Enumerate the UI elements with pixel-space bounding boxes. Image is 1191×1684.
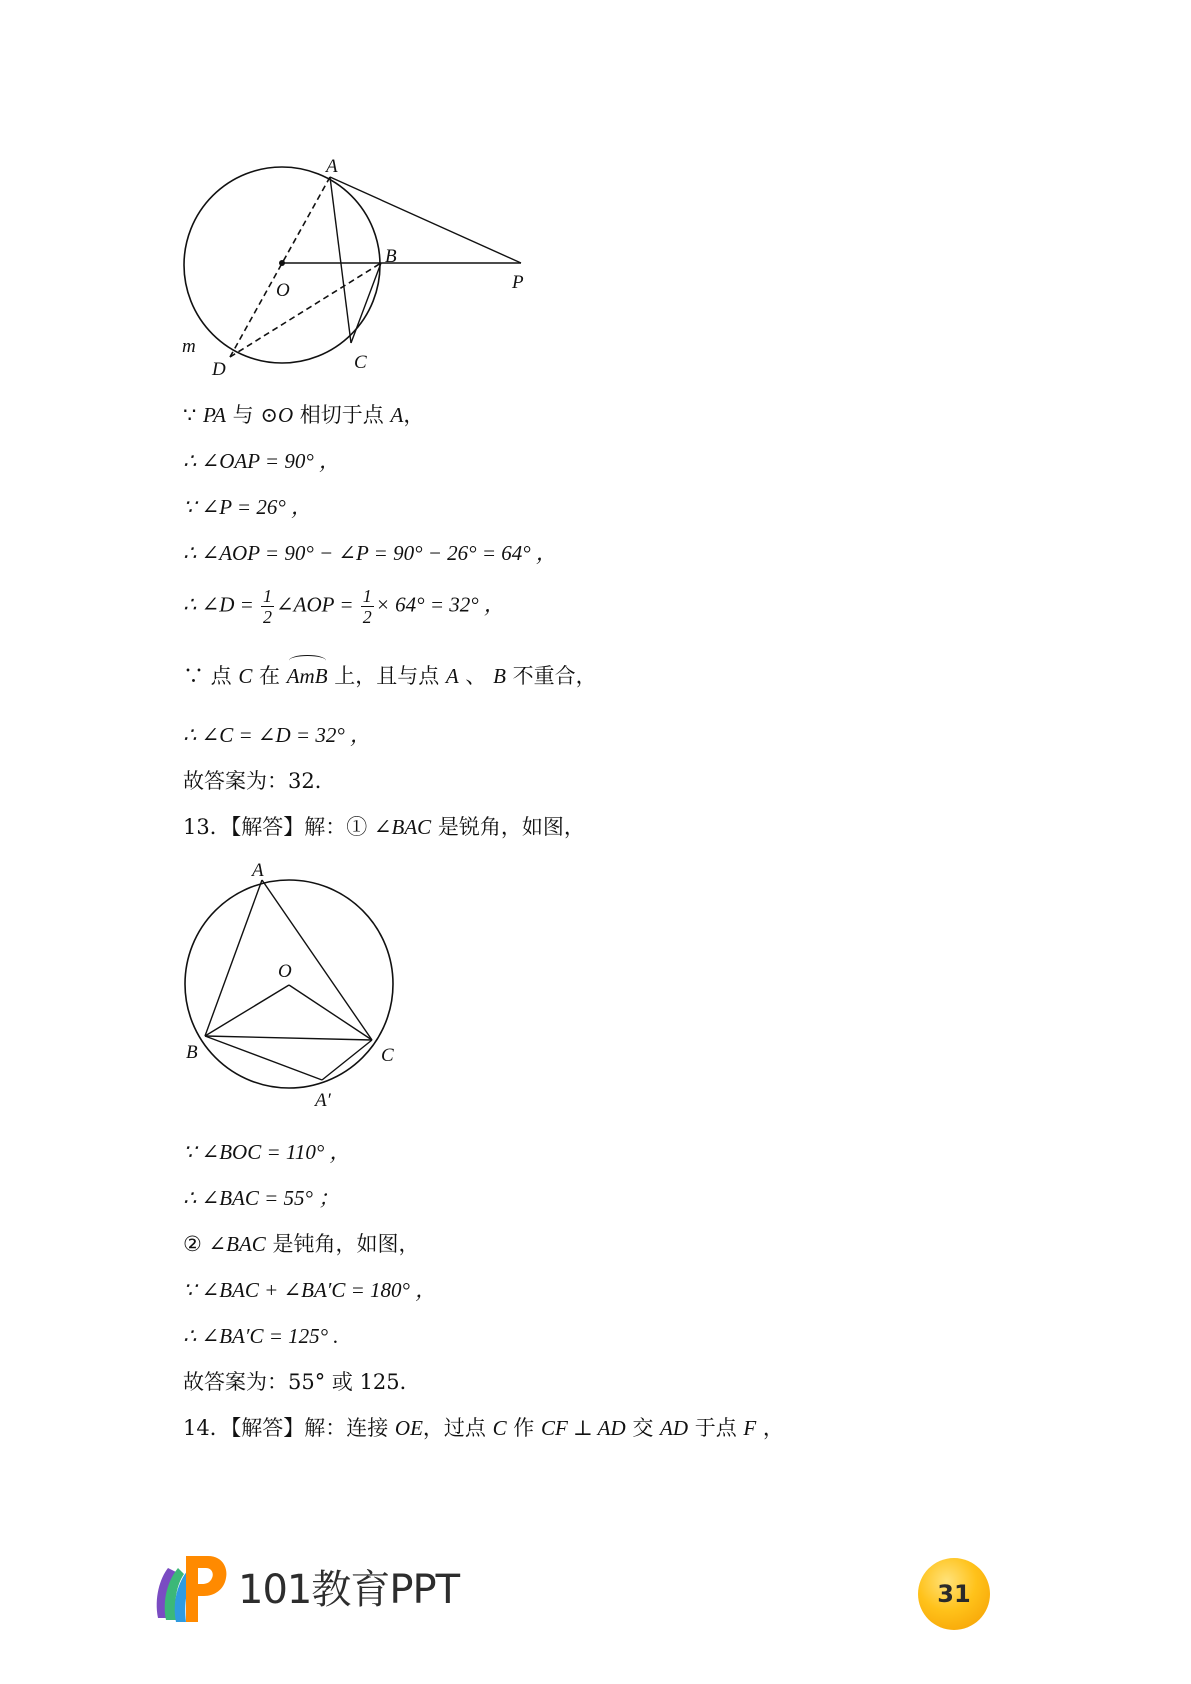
label-a-2: A xyxy=(252,860,264,881)
text-line-15: 故答案为：55° 或 125． xyxy=(183,1370,421,1394)
radius-oc xyxy=(289,985,372,1040)
label-a: A xyxy=(326,156,338,177)
label-m: m xyxy=(182,336,196,357)
text-line-10: ∵ ∠BOC = 110° ， xyxy=(183,1140,351,1164)
tangent-pa xyxy=(330,177,521,263)
chord-bc xyxy=(351,263,381,343)
text-line-6: ∵ 点 C 在 AmB 上，且与点 A 、 B 不重合， xyxy=(183,661,597,691)
label-b: B xyxy=(385,246,397,267)
label-d: D xyxy=(212,359,226,380)
fraction-half: $\frac{1}{2}$ xyxy=(362,586,372,627)
circle-o-2 xyxy=(185,880,393,1088)
label-c: C xyxy=(354,352,367,373)
label-b-2: B xyxy=(186,1042,198,1063)
page-number-badge: 31 xyxy=(918,1558,990,1630)
text-line-12: ② ∠BAC 是钝角，如图， xyxy=(183,1232,420,1256)
chord-ac xyxy=(330,177,351,343)
label-a-prime: A′ xyxy=(315,1090,331,1111)
dashed-db xyxy=(230,263,381,357)
text-line-2: ∴ ∠OAP = 90° ， xyxy=(183,449,340,473)
label-c-2: C xyxy=(381,1045,394,1066)
text-line-16: 14．【解答】解：连接 OE，过点 C 作 CF ⊥ AD 交 AD 于点 F ， xyxy=(183,1416,784,1440)
label-p: P xyxy=(512,272,524,293)
text-line-4: ∴ ∠AOP = 90° − ∠P = 90° − 26° = 64° ， xyxy=(183,541,557,565)
side-ab xyxy=(205,880,262,1036)
text-line-14: ∴ ∠BA′C = 125° . xyxy=(183,1324,339,1348)
text-line-8: 故答案为：32． xyxy=(183,769,336,793)
fraction-half: $\frac{1}{2}$ xyxy=(263,586,273,627)
side-ca-prime xyxy=(322,1040,372,1080)
text-line-5: ∴ ∠D = $\frac{1}{2}$ ∠AOP = $\frac{1}{2}$ × 64° = 32° ， xyxy=(183,586,505,627)
brand-logo-icon xyxy=(150,1548,230,1628)
label-o-2: O xyxy=(278,961,292,982)
text-line-13: ∵ ∠BAC + ∠BA′C = 180° ， xyxy=(183,1278,437,1302)
side-ba-prime xyxy=(205,1036,322,1080)
text-line-9: 13．【解答】解：① ∠BAC 是锐角，如图， xyxy=(183,815,585,839)
text-line-11: ∴ ∠BAC = 55° ； xyxy=(183,1186,340,1210)
figure-inscribed-triangle xyxy=(175,855,415,1115)
center-dot xyxy=(279,260,285,266)
text-line-7: ∴ ∠C = ∠D = 32° ， xyxy=(183,723,371,747)
text-line-3: ∵ ∠P = 26° ， xyxy=(183,495,312,519)
arc-amb: AmB xyxy=(287,661,328,691)
text-line-1: ∵ PA 与 ⊙O 相切于点 A， xyxy=(183,403,425,427)
dashed-ad xyxy=(230,177,330,357)
brand-name: 101教育PPT xyxy=(238,1567,460,1613)
figure-circle-tangent xyxy=(170,140,530,380)
label-o: O xyxy=(276,280,290,301)
radius-ob xyxy=(205,985,289,1036)
side-bc xyxy=(205,1036,372,1040)
